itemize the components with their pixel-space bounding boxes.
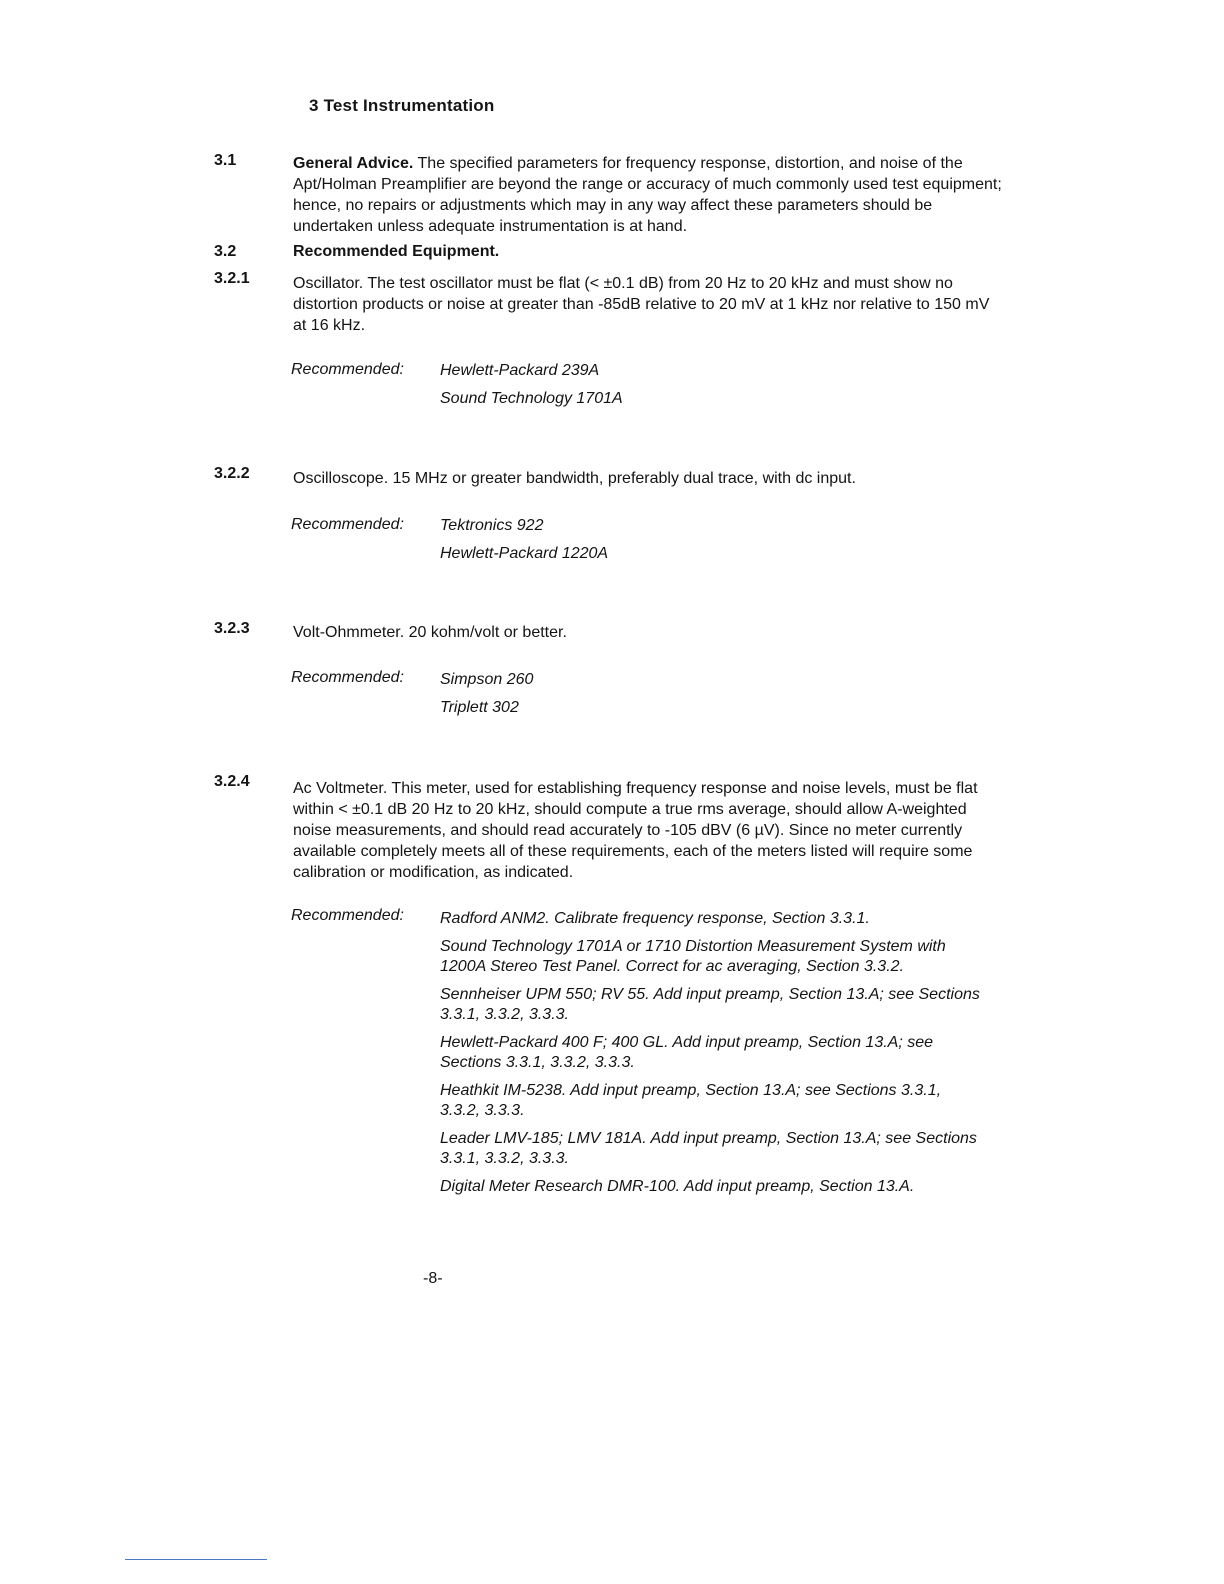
section-title: 3 Test Instrumentation [309, 96, 495, 115]
oscillator-rec-item: Sound Technology 1701A [440, 390, 623, 407]
ac-voltmeter-paragraph: Ac Voltmeter. This meter, used for establishing frequency response and noise levels, must be flat within < ±0.1 dB 20 Hz to 20 kHz, should compute a true rms average, should allow A-weighted noise measurements, and should read accurately to -105 dBV (6 µV). Since no meter currently available completely meets all of these requirements, each of the meters listed will require some calibration or modification, as indicated. [293, 780, 978, 881]
ac-voltmeter-rec-item: Sennheiser UPM 550; RV 55. Add input preamp, Section 13.A; see Sections 3.3.1, 3.3.2, 3.3.3. [440, 986, 980, 1023]
ac-voltmeter-recommended-label: Recommended: [291, 907, 404, 924]
volt-ohmmeter-paragraph: Volt-Ohmmeter. 20 kohm/volt or better. [293, 624, 567, 641]
volt-ohmmeter-recommended-label: Recommended: [291, 669, 404, 686]
oscillator-recommended-label: Recommended: [291, 361, 404, 378]
section-number-3-2-4: 3.2.4 [214, 773, 250, 790]
ac-voltmeter-rec-item: Radford ANM2. Calibrate frequency response, Section 3.3.1. [440, 910, 870, 927]
ac-voltmeter-rec-item: Digital Meter Research DMR-100. Add input preamp, Section 13.A. [440, 1178, 915, 1195]
general-advice-lead: General Advice. [293, 155, 414, 172]
section-number-3-2: 3.2 [214, 243, 237, 260]
volt-ohmmeter-rec-item: Simpson 260 [440, 671, 534, 688]
recommended-equipment-heading: Recommended Equipment. [293, 243, 500, 260]
volt-ohmmeter-recommended-list [440, 670, 985, 726]
section-number-3-2-3: 3.2.3 [214, 620, 250, 637]
section-number-3-2-2: 3.2.2 [214, 465, 250, 482]
oscilloscope-rec-item: Tektronics 922 [440, 517, 544, 534]
ac-voltmeter-rec-item: Heathkit IM-5238. Add input preamp, Section 13.A; see Sections 3.3.1, 3.3.2, 3.3.3. [440, 1082, 942, 1119]
section-number-3-2-1: 3.2.1 [214, 270, 250, 287]
oscilloscope-recommended-label: Recommended: [291, 516, 404, 533]
ac-voltmeter-rec-item: Sound Technology 1701A or 1710 Distortion Measurement System with 1200A Stereo Test Panel. Correct for ac averaging, Section 3.3.2. [440, 938, 946, 975]
section-number-3-1: 3.1 [214, 152, 237, 169]
page-number: -8- [423, 1270, 443, 1287]
oscilloscope-paragraph: Oscilloscope. 15 MHz or greater bandwidth, preferably dual trace, with dc input. [293, 470, 856, 487]
ac-voltmeter-recommended-list [440, 909, 985, 1205]
general-advice-text: The specified parameters for frequency response, distortion, and noise of the Apt/Holman Preamplifier are beyond the range or accuracy of much commonly used test equipment; hence, no repairs or adjustments which may in any way affect these parameters should be undertaken unless adequate instrumentation is at hand. [293, 155, 1002, 235]
volt-ohmmeter-rec-item: Triplett 302 [440, 699, 519, 716]
general-advice-paragraph [293, 153, 1008, 237]
ac-voltmeter-rec-item: Leader LMV-185; LMV 181A. Add input preamp, Section 13.A; see Sections 3.3.1, 3.3.2, 3.3.3. [440, 1130, 977, 1167]
oscilloscope-rec-item: Hewlett-Packard 1220A [440, 545, 609, 562]
oscillator-recommended-list [440, 361, 985, 417]
footnote-rule [125, 1559, 267, 1560]
ac-voltmeter-rec-item: Hewlett-Packard 400 F; 400 GL. Add input preamp, Section 13.A; see Sections 3.3.1, 3.3.2, 3.3.3. [440, 1034, 934, 1071]
oscillator-rec-item: Hewlett-Packard 239A [440, 362, 600, 379]
oscilloscope-recommended-list [440, 516, 985, 572]
oscillator-paragraph: Oscillator. The test oscillator must be flat (< ±0.1 dB) from 20 Hz to 20 kHz and must show no distortion products or noise at greater than -85dB relative to 20 mV at 1 kHz nor relative to 150 mV at 16 kHz. [293, 275, 990, 334]
